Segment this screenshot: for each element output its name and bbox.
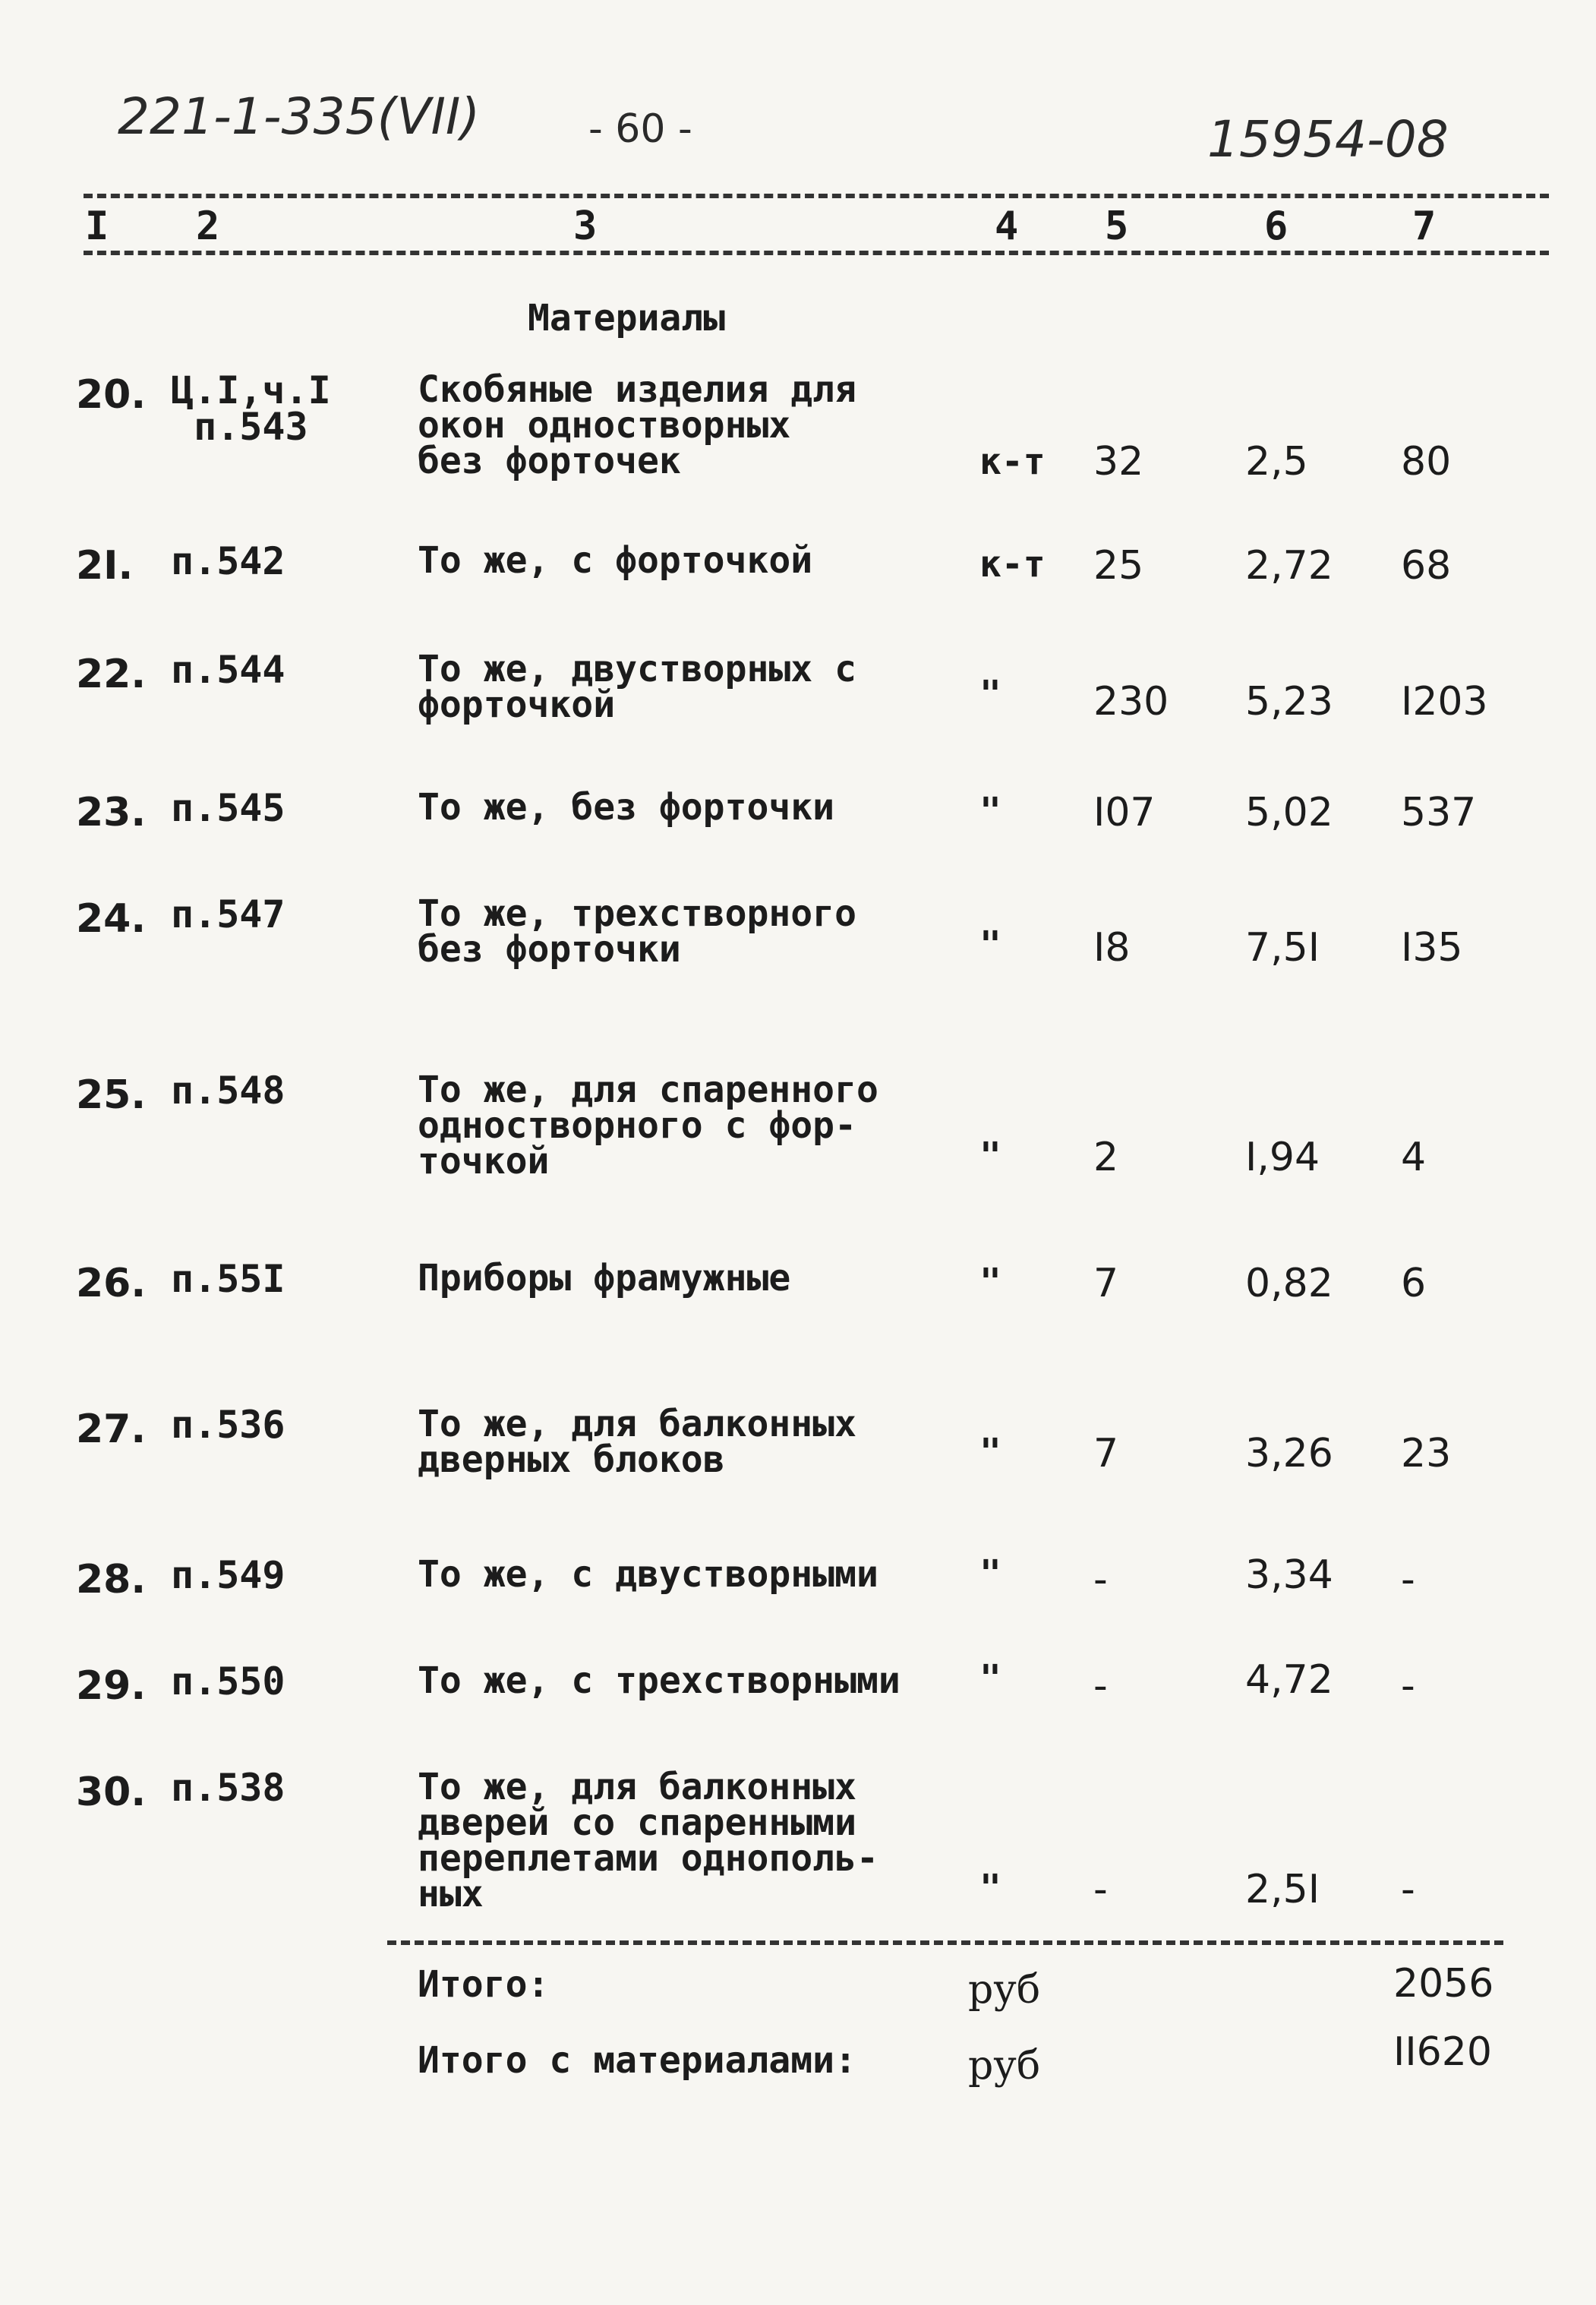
- row-quantity: -: [1093, 1663, 1108, 1709]
- row-quantity: 25: [1093, 543, 1144, 589]
- row-price: 5,23: [1245, 679, 1333, 725]
- row-price: 3,34: [1245, 1552, 1333, 1598]
- column-number-7: 7: [1412, 204, 1437, 249]
- section-title: Материалы: [528, 297, 726, 339]
- row-reference: п.542: [171, 539, 285, 583]
- row-quantity: 7: [1093, 1261, 1119, 1306]
- row-description: То же, для балконных дверей со спаренными переплетами однополь- ных: [418, 1766, 878, 1915]
- totals-label: Итого:: [418, 1963, 550, 2006]
- row-price: I,94: [1245, 1135, 1320, 1180]
- row-unit: ": [979, 673, 1001, 715]
- row-total: -: [1401, 1867, 1415, 1912]
- row-description: Приборы фрамужные: [418, 1257, 791, 1299]
- row-unit: ": [979, 1135, 1001, 1177]
- page-number: - 60 -: [588, 106, 692, 152]
- row-total: I203: [1401, 679, 1488, 725]
- totals-value: II620: [1393, 2029, 1492, 2075]
- row-description: То же, для спаренного одностворного с фор- точкой: [418, 1069, 878, 1182]
- row-price: 0,82: [1245, 1261, 1333, 1306]
- row-total: 6: [1401, 1261, 1427, 1306]
- row-description: То же, с форточкой: [418, 539, 813, 582]
- row-quantity: 230: [1093, 679, 1169, 725]
- totals-unit: руб: [968, 1967, 1041, 2013]
- row-number: 24.: [76, 896, 147, 942]
- row-price: 7,5I: [1245, 925, 1320, 971]
- row-reference: п.548: [171, 1069, 285, 1113]
- row-number: 20.: [76, 372, 147, 418]
- row-price: 5,02: [1245, 790, 1333, 835]
- row-price: 2,5: [1245, 439, 1308, 485]
- column-number-4: 4: [995, 204, 1019, 249]
- row-total: 68: [1401, 543, 1452, 589]
- row-total: 80: [1401, 439, 1452, 485]
- row-description: То же, для балконных дверных блоков: [418, 1403, 856, 1481]
- row-unit: ": [979, 1261, 1001, 1303]
- row-number: 23.: [76, 790, 147, 835]
- totals-rule: [387, 1940, 1503, 1945]
- row-number: 29.: [76, 1663, 147, 1709]
- row-total: I35: [1401, 925, 1463, 971]
- row-quantity: 7: [1093, 1431, 1119, 1476]
- row-total: 4: [1401, 1135, 1427, 1180]
- row-total: -: [1401, 1663, 1415, 1709]
- row-unit: ": [979, 1657, 1001, 1700]
- row-number: 26.: [76, 1261, 147, 1306]
- row-reference: п.549: [171, 1553, 285, 1597]
- row-quantity: -: [1093, 1557, 1108, 1602]
- row-unit: ": [979, 1552, 1001, 1595]
- row-quantity: 2: [1093, 1135, 1119, 1180]
- row-reference: п.55I: [171, 1257, 285, 1301]
- row-description: То же, с двустворными: [418, 1553, 878, 1596]
- totals-unit: руб: [968, 2043, 1041, 2089]
- totals-value: 2056: [1393, 1961, 1494, 2007]
- row-quantity: I07: [1093, 790, 1156, 835]
- row-number: 28.: [76, 1557, 147, 1602]
- sheet-code: 15954-08: [1207, 110, 1449, 169]
- row-description: То же, трехстворного без форточки: [418, 892, 856, 971]
- row-unit: ": [979, 924, 1001, 966]
- row-quantity: -: [1093, 1867, 1108, 1912]
- row-description: То же, с трехстворными: [418, 1659, 901, 1702]
- row-number: 25.: [76, 1072, 147, 1118]
- row-price: 2,72: [1245, 543, 1333, 589]
- row-number: 30.: [76, 1770, 147, 1815]
- row-reference: Ц.I,ч.I п.543: [171, 368, 331, 449]
- row-reference: п.550: [171, 1659, 285, 1703]
- row-total: -: [1401, 1557, 1415, 1602]
- column-number-3: 3: [573, 204, 598, 249]
- totals-label: Итого с материалами:: [418, 2039, 856, 2082]
- row-reference: п.545: [171, 786, 285, 830]
- row-total: 23: [1401, 1431, 1452, 1476]
- row-number: 2I.: [76, 543, 134, 589]
- row-description: То же, без форточки: [418, 786, 835, 829]
- column-number-6: 6: [1264, 204, 1288, 249]
- row-number: 22.: [76, 652, 147, 697]
- row-unit: к-т: [979, 543, 1046, 586]
- header-bottom-rule: [84, 251, 1549, 255]
- row-unit: ": [979, 1867, 1001, 1909]
- column-number-2: 2: [196, 204, 220, 249]
- row-quantity: I8: [1093, 925, 1131, 971]
- row-total: 537: [1401, 790, 1477, 835]
- row-price: 2,5I: [1245, 1867, 1320, 1912]
- row-reference: п.544: [171, 648, 285, 692]
- row-unit: ": [979, 1431, 1001, 1473]
- row-description: То же, двустворных с форточкой: [418, 648, 856, 726]
- header-top-rule: [84, 194, 1549, 198]
- row-reference: п.536: [171, 1403, 285, 1447]
- row-unit: к-т: [979, 440, 1046, 483]
- row-unit: ": [979, 790, 1001, 832]
- column-number-5: 5: [1105, 204, 1129, 249]
- row-description: Скобяные изделия для окон одностворных без форточек: [418, 368, 856, 482]
- row-number: 27.: [76, 1407, 147, 1452]
- row-quantity: 32: [1093, 439, 1144, 485]
- row-reference: п.547: [171, 892, 285, 936]
- row-price: 4,72: [1245, 1657, 1333, 1703]
- column-number-1: I: [85, 204, 109, 249]
- document-code: 221-1-335(VII): [118, 87, 481, 146]
- row-price: 3,26: [1245, 1431, 1333, 1476]
- row-reference: п.538: [171, 1766, 285, 1810]
